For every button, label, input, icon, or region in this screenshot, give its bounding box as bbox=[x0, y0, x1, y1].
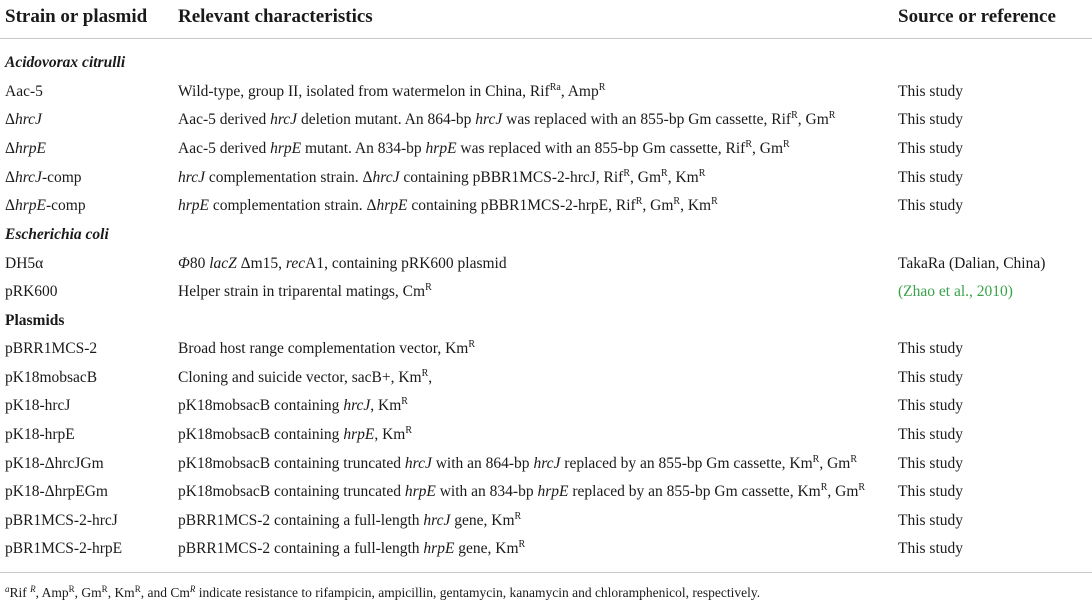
plasmid-name: pBR1MCS-2-hrpE bbox=[5, 540, 123, 557]
table-footnote: $^a$Rif $^R$, Amp$^R$, $Gm^R$, $Km^R$, and $Cm^R$ indicate resistance to rifampicin, ampicillin, gentamycin, kanamycin and chloramphenicol, respectively. bbox=[5, 584, 761, 600]
table-row bbox=[0, 340, 1092, 368]
table-row bbox=[0, 140, 1092, 168]
plasmid-name: pK18-hrcJ bbox=[5, 397, 71, 414]
characteristics: Aac-5 derived hrpE mutant. An 834-bp hrpE was replaced with an 855-bp Gm cassette, Rif$^R$, $Gm^R$ bbox=[178, 139, 790, 157]
source: This study bbox=[898, 455, 964, 472]
source: This study bbox=[898, 483, 964, 500]
footer-rule bbox=[0, 572, 1092, 573]
characteristics: Wild-type, group II, isolated from watermelon in China, Rif$^{Ra}$, Amp$^R$ bbox=[178, 82, 606, 100]
strain-name: pRK600 bbox=[5, 283, 58, 300]
section-ecoli: Escherichia coli bbox=[5, 226, 109, 243]
source: This study bbox=[898, 369, 964, 386]
source: This study bbox=[898, 197, 964, 214]
characteristics: pK18mobsacB containing truncated hrcJ with an 864-bp hrcJ replaced by an 855-bp Gm cassette, $Km^R$, $Gm^R$ bbox=[178, 454, 857, 472]
table-row bbox=[0, 83, 1092, 111]
section-row bbox=[0, 54, 1092, 82]
strain-name: ΔhrcJ bbox=[5, 111, 42, 128]
section-plasmids: Plasmids bbox=[5, 312, 65, 329]
source: This study bbox=[898, 397, 964, 414]
table-row bbox=[0, 397, 1092, 425]
characteristics: hrcJ complementation strain. ΔhrcJ containing pBBR1MCS-2-hrcJ, Rif$^R$, $Gm^R$, $Km^R$ bbox=[178, 168, 706, 186]
characteristics: Broad host range complementation vector, $Km^R$ bbox=[178, 339, 476, 357]
strain-name: ΔhrcJ-comp bbox=[5, 169, 82, 186]
table-row bbox=[0, 255, 1092, 283]
strain-name: Aac-5 bbox=[5, 83, 43, 100]
source: This study bbox=[898, 340, 964, 357]
table-row bbox=[0, 369, 1092, 397]
characteristics: pK18mobsacB containing hrpE, $Km^R$ bbox=[178, 425, 412, 443]
source: This study bbox=[898, 512, 964, 529]
table-row bbox=[0, 512, 1092, 540]
characteristics: Φ80 lacZ Δm15, recA1, containing pRK600 plasmid bbox=[178, 255, 507, 272]
plasmid-name: pK18mobsacB bbox=[5, 369, 98, 386]
characteristics: hrpE complementation strain. ΔhrpE containing pBBR1MCS-2-hrpE, Rif$^R$, $Gm^R$, $Km^R$ bbox=[178, 196, 718, 214]
table-row bbox=[0, 111, 1092, 139]
section-acidovorax: Acidovorax citrulli bbox=[5, 54, 126, 71]
plasmid-name: pK18-ΔhrcJGm bbox=[5, 455, 104, 472]
table-row bbox=[0, 483, 1092, 511]
reference-link[interactable]: (Zhao et al., 2010) bbox=[898, 283, 1013, 300]
characteristics: Aac-5 derived hrcJ deletion mutant. An 864-bp hrcJ was replaced with an 855-bp Gm cassette, Rif$^R$, $Gm^R$ bbox=[178, 110, 836, 128]
table-row bbox=[0, 283, 1092, 311]
characteristics: Cloning and suicide vector, sacB+, $Km^R$, bbox=[178, 368, 433, 386]
strain-name: ΔhrpE bbox=[5, 140, 46, 157]
section-row bbox=[0, 226, 1092, 254]
plasmid-name: pBR1MCS-2-hrcJ bbox=[5, 512, 118, 529]
header-strain: Strain or plasmid bbox=[5, 6, 148, 27]
section-row bbox=[0, 312, 1092, 340]
strain-name: DH5α bbox=[5, 255, 44, 272]
source: TakaRa (Dalian, China) bbox=[898, 255, 1046, 272]
table-row bbox=[0, 197, 1092, 225]
plasmid-name: pBRR1MCS-2 bbox=[5, 340, 98, 357]
source: This study bbox=[898, 83, 964, 100]
source: This study bbox=[898, 140, 964, 157]
characteristics: pBRR1MCS-2 containing a full-length hrpE gene, $Km^R$ bbox=[178, 539, 526, 557]
strain-name: ΔhrpE-comp bbox=[5, 197, 86, 214]
table-row bbox=[0, 426, 1092, 454]
table-row bbox=[0, 455, 1092, 483]
source: This study bbox=[898, 169, 964, 186]
table-header bbox=[0, 0, 1092, 38]
header-rule bbox=[0, 38, 1092, 39]
source: This study bbox=[898, 540, 964, 557]
characteristics: pK18mobsacB containing hrcJ, $Km^R$ bbox=[178, 396, 408, 414]
header-source: Source or reference bbox=[898, 6, 1056, 27]
source: This study bbox=[898, 426, 964, 443]
table-row bbox=[0, 169, 1092, 197]
characteristics: pBRR1MCS-2 containing a full-length hrcJ gene, $Km^R$ bbox=[178, 511, 522, 529]
plasmid-name: pK18-hrpE bbox=[5, 426, 75, 443]
table-row bbox=[0, 540, 1092, 568]
header-characteristics: Relevant characteristics bbox=[178, 6, 373, 27]
source: This study bbox=[898, 111, 964, 128]
characteristics: Helper strain in triparental matings, $Cm^R$ bbox=[178, 282, 432, 300]
characteristics: pK18mobsacB containing truncated hrpE with an 834-bp hrpE replaced by an 855-bp Gm cassette, $Km^R$, $Gm^R$ bbox=[178, 482, 866, 500]
plasmid-name: pK18-ΔhrpEGm bbox=[5, 483, 108, 500]
